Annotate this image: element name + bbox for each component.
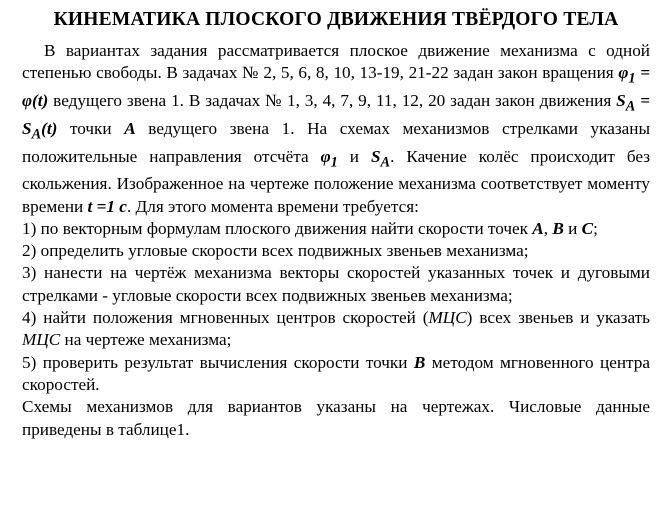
- intro-text: ведущего звена 1. В задачах № 1, 3, 4, 7, 9, 11, 12, 20 задан закон движения: [48, 91, 617, 111]
- task-item-3: 3) нанести на чертёж механизма векторы скоростей указанных точек и дуговыми стрелками - угловые скорости всех подвижных звеньев механизма;: [22, 263, 650, 305]
- intro-text: . Качение колёс происходит без скольжения. Изображенное на чертеже положение механизма соответствует моменту времени: [22, 146, 650, 216]
- intro-text: ведущего звена 1. На схемах механизмов стрелками указаны положительные направления отсчёта: [22, 118, 650, 166]
- phi-law: $\varphi_1 = \varphi(t)$: [22, 63, 650, 111]
- page-title: КИНЕМАТИКА ПЛОСКОГО ДВИЖЕНИЯ ТВЁРДОГО ТЕЛА: [53, 9, 619, 30]
- phi-symbol: $\varphi_1$: [320, 146, 338, 170]
- intro-text: точки: [57, 118, 125, 138]
- time-value: t =1 с: [87, 196, 127, 216]
- point-a: A: [124, 118, 136, 138]
- closing-paragraph: Схемы механизмов для вариантов указаны на чертежах. Числовые данные приведены в таблице1.: [22, 397, 650, 439]
- intro-text: . Для этого момента времени требуется:: [126, 196, 419, 216]
- task-item-1: 1) по векторным формулам плоского движения найти скорости точек A, B и C;: [22, 218, 598, 238]
- intro-text: и: [337, 146, 371, 166]
- intro-text: В вариантах задания рассматривается плоское движение механизма с одной степенью свободы. В задачах № 2, 5, 6, 8, 10, 13-19, 21-22 задан закон вращения: [22, 41, 650, 83]
- s-symbol: $S_A$: [370, 146, 391, 170]
- intro-paragraph: [22, 40, 650, 218]
- s-law: $S_A = S_A(t)$: [22, 91, 650, 143]
- task-item-2: 2) определить угловые скорости всех подвижных звеньев механизма;: [22, 241, 529, 261]
- task-item-4: 4) найти положения мгновенных центров скоростей (МЦС) всех звеньев и указать МЦС на чертеже механизма;: [22, 308, 651, 350]
- task-item-5: 5) проверить результат вычисления скорости точки B методом мгновенного центра скоростей.: [22, 352, 650, 394]
